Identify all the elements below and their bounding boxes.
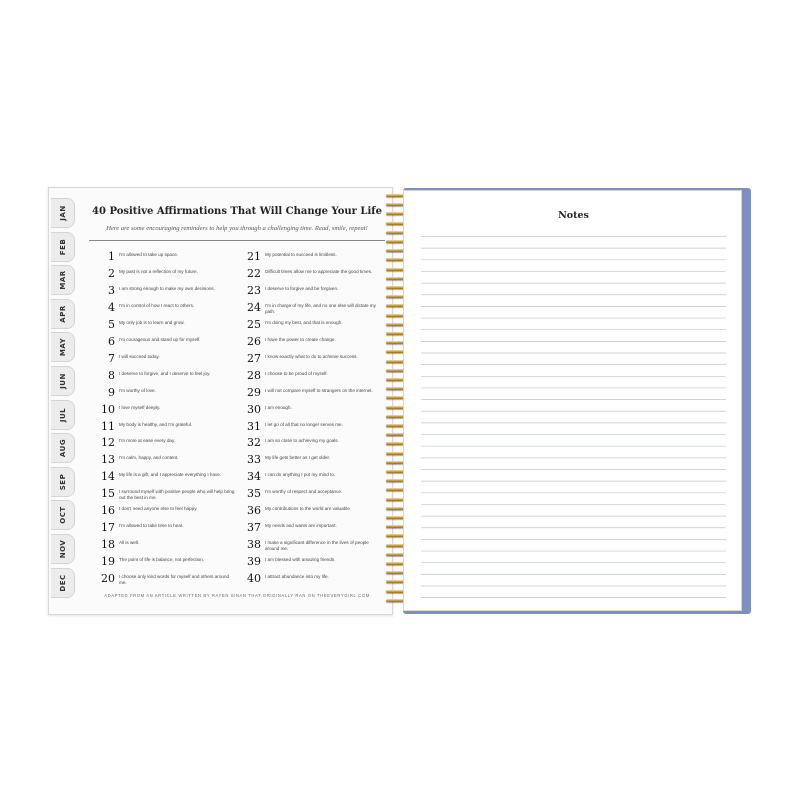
affirmation-item [93,402,241,419]
affirmation-item [93,300,241,317]
page-footer: ADAPTED FROM AN ARTICLE WRITTEN BY RAYEN SINAN THAT ORIGINALLY RAN ON THEEVERYGIRL.COM [104,593,370,598]
affirmation-item [93,452,241,469]
affirmation-item [93,486,241,503]
affirmation-text: Difficult times allow me to appreciate the good times. [265,268,373,274]
affirmation-text: I am enough. [265,404,292,410]
affirmation-item [93,435,241,452]
affirmation-item [239,351,387,368]
affirmation-item [239,368,387,385]
affirmation-number: 28 [247,368,261,382]
month-tab-jun[interactable] [51,366,75,396]
affirmation-text: I don't need anyone else to feel happy. [119,506,198,512]
month-tab-label: FEB [58,238,67,255]
month-tab-nov[interactable] [51,534,75,564]
month-tab-label: OCT [58,506,67,525]
month-tab-label: APR [58,305,67,323]
affirmation-number: 13 [101,453,115,467]
affirmation-text: My body is healthy, and I'm grateful. [119,421,193,427]
affirmation-number: 23 [247,283,261,297]
ruled-lines-svg [421,236,726,601]
affirmation-item [239,435,387,452]
page-title: 40 Positive Affirmations That Will Change Your Life [92,206,382,217]
affirmation-text: My needs and wants are important. [265,523,337,529]
planner [48,187,753,615]
month-tab-oct[interactable] [51,500,75,530]
affirmation-item [93,554,241,571]
affirmation-item [239,520,387,537]
affirmation-number: 16 [101,504,115,518]
affirmation-text: I can do anything I put my mind to. [265,472,336,478]
affirmations-page [48,187,393,615]
affirmation-number: 3 [108,283,115,297]
month-tab-label: SEP [58,473,67,491]
affirmation-item [239,419,387,436]
affirmation-text: I am blessed with amazing friends. [265,557,336,563]
month-tab-aug[interactable] [51,433,75,463]
affirmation-item [239,571,387,588]
affirmation-number: 39 [247,555,261,569]
affirmation-text: I'm allowed to take time to heal. [119,523,184,529]
affirmation-text: My life is a gift, and I appreciate everything I have. [119,472,222,478]
affirmation-number: 40 [247,572,261,586]
affirmation-item [239,469,387,486]
affirmation-number: 38 [247,538,261,552]
affirmation-number: 37 [247,521,261,535]
affirmation-number: 33 [247,453,261,467]
affirmation-item [239,452,387,469]
affirmation-item [93,419,241,436]
ruled-lines [421,236,726,601]
affirmation-text: I'm in charge of my life, and no one else will dictate my path. [265,302,376,314]
affirmation-number: 1 [108,250,115,263]
affirmation-text: My past is not a reflection of my future. [119,268,198,274]
affirmation-number: 10 [101,402,115,416]
month-tab-apr[interactable] [51,299,75,329]
affirmation-number: 20 [101,572,115,586]
page-subtitle: Here are some encouraging reminders to help you through a challenging time. Read, smile, repeat! [106,225,368,232]
month-tab-dec[interactable] [51,568,75,598]
affirmation-number: 7 [108,351,115,365]
affirmation-item [93,317,241,334]
affirmation-text: I'm courageous and stand up for myself. [119,336,201,342]
affirmation-number: 19 [101,555,115,569]
affirmation-text: I surround myself with positive people who will help bring out the best in me. [119,489,235,501]
month-tab-label: MAY [58,338,67,357]
month-tab-label: DEC [58,573,67,592]
affirmation-number: 35 [247,487,261,501]
affirmation-text: I'm doing my best, and that is enough. [265,319,343,325]
affirmation-number: 2 [108,266,115,280]
affirmation-item [239,249,387,266]
affirmation-text: I deserve to forgive and be forgiven. [265,285,339,291]
affirmation-item [239,385,387,402]
affirmation-item [93,266,241,283]
affirmation-item [239,486,387,503]
affirmation-text: My life gets better as I get older. [265,455,331,461]
affirmation-number: 5 [108,317,115,331]
affirmation-item [93,571,241,588]
affirmation-text: I choose only kind words for myself and others around me. [119,574,230,586]
affirmation-item [93,385,241,402]
month-tab-sep[interactable] [51,467,75,497]
affirmation-item [239,334,387,351]
affirmation-item [93,283,241,300]
month-tab-jul[interactable] [51,400,75,430]
affirmation-number: 31 [247,419,261,433]
affirmation-number: 12 [101,436,115,450]
affirmation-text: I'm more at ease every day. [119,438,176,444]
affirmation-number: 36 [247,504,261,518]
affirmation-number: 15 [101,487,115,501]
affirmation-number: 24 [247,300,261,314]
affirmation-number: 9 [108,385,115,399]
month-tab-label: AUG [58,439,67,458]
month-tab-label: JAN [58,205,67,221]
month-tab-label: JUN [58,373,67,389]
affirmation-item [93,334,241,351]
affirmation-text: All is well. [119,540,140,546]
affirmation-text: I have the power to create change. [265,336,336,342]
affirmation-item [239,503,387,520]
affirmation-item [239,300,387,317]
month-tab-jan[interactable] [51,198,75,228]
notes-page [403,190,742,611]
affirmation-item [93,469,241,486]
affirmation-number: 6 [108,334,115,348]
affirmation-number: 29 [247,385,261,399]
affirmation-number: 27 [247,351,261,365]
affirmation-text: My potential to succeed is limitless. [265,252,337,257]
month-tab-mar[interactable] [51,265,75,295]
affirmations-content [87,188,387,616]
affirmation-number: 25 [247,317,261,331]
affirmation-number: 34 [247,470,261,484]
affirmation-number: 26 [247,334,261,348]
affirmation-item [93,537,241,554]
affirmation-text: I'm worthy of love. [119,387,156,393]
notes-title: Notes [558,210,589,221]
affirmation-item [239,554,387,571]
affirmation-number: 17 [101,521,115,535]
affirmation-text: I deserve to forgive, and I deserve to feel joy. [119,370,211,376]
affirmation-text: I attract abundance into my life. [265,574,329,580]
affirmation-text: My only job is to learn and grow. [119,319,185,325]
affirmation-item [93,368,241,385]
affirmation-item [239,537,387,554]
affirmation-item [93,249,241,266]
affirmation-item [93,520,241,537]
affirmation-text: I am strong enough to make my own decisions. [119,285,216,291]
affirmation-item [239,317,387,334]
affirmation-number: 18 [101,538,115,552]
affirmation-text: I love myself deeply. [119,404,161,410]
affirmation-number: 30 [247,402,261,416]
affirmation-number: 11 [101,419,115,433]
affirmation-number: 14 [101,470,115,484]
month-tab-label: MAR [58,270,67,290]
affirmation-text: I let go of all that no longer serves me. [265,421,343,427]
affirmation-number: 22 [247,266,261,280]
month-tab-may[interactable] [51,332,75,362]
affirmation-text: I will succeed today. [119,353,160,359]
title-divider [89,240,385,241]
affirmation-item [93,503,241,520]
affirmation-item [239,266,387,283]
month-tabs [51,198,77,602]
affirmation-text: I choose to be proud of myself. [265,370,328,376]
affirmation-text: I know exactly what to do to achieve success. [265,353,358,359]
affirmation-item [93,351,241,368]
month-tab-feb[interactable] [51,232,75,262]
affirmation-text: I will not compare myself to strangers on the internet. [265,387,373,393]
affirmation-number: 8 [108,368,115,382]
affirmation-text: I am so close to achieving my goals. [265,438,339,444]
affirmation-text: I'm allowed to take up space. [119,252,179,257]
affirmation-number: 21 [247,250,261,263]
affirmation-number: 32 [247,436,261,450]
affirmation-number: 4 [108,300,115,314]
affirmation-text: The point of life is balance, not perfection. [119,557,205,563]
affirmation-item [239,402,387,419]
affirmation-text: My contributions to the world are valuable. [265,506,352,512]
month-tab-label: JUL [58,407,67,422]
month-tab-label: NOV [58,539,67,559]
affirmation-text: I make a significant difference in the lives of people around me. [265,540,369,552]
affirmation-text: I'm in control of how I react to others. [119,302,195,308]
affirmation-item [239,283,387,300]
affirmation-text: I'm calm, happy, and content. [119,455,179,461]
affirmation-text: I'm worthy of respect and acceptance. [265,489,343,495]
